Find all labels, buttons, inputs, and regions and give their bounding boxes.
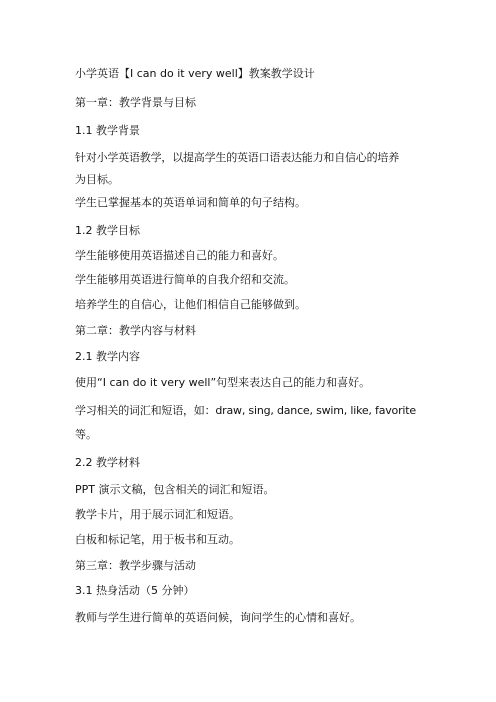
paragraph-line: PPT 演示文稿，包含相关的词汇和短语。 xyxy=(75,483,275,496)
section-heading: 1.1 教学背景 xyxy=(75,124,140,137)
section-heading: 2.1 教学内容 xyxy=(75,350,140,363)
chapter-heading: 第三章：教学步骤与活动 xyxy=(75,559,196,572)
paragraph-line: 学生能够使用英语描述自己的能力和喜好。 xyxy=(75,249,284,262)
paragraph-line: 学生已掌握基本的英语单词和简单的句子结构。 xyxy=(75,196,306,209)
paragraph-line: 等。 xyxy=(75,428,97,441)
paragraph-line: 培养学生的自信心，让他们相信自己能够做到。 xyxy=(75,298,306,311)
chapter-heading: 第一章：教学背景与目标 xyxy=(75,96,196,109)
paragraph-line: 针对小学英语教学，以提高学生的英语口语表达能力和自信心的培养 xyxy=(75,151,399,164)
chapter-heading: 第二章：教学内容与材料 xyxy=(75,324,196,337)
document-title: 小学英语【I can do it very well】教案教学设计 xyxy=(75,67,315,80)
paragraph-line: 白板和标记笔，用于板书和互动。 xyxy=(75,533,240,546)
paragraph-line: 使用“I can do it very well”句型来表达自己的能力和喜好。 xyxy=(75,376,371,389)
paragraph-line: 学生能够用英语进行简单的自我介绍和交流。 xyxy=(75,273,295,286)
paragraph-line: 为目标。 xyxy=(75,173,119,186)
paragraph-line: 教师与学生进行简单的英语问候，询问学生的心情和喜好。 xyxy=(75,611,361,624)
section-heading: 3.1 热身活动（5 分钟） xyxy=(75,584,195,597)
section-heading: 1.2 教学目标 xyxy=(75,224,140,237)
paragraph-line: 学习相关的词汇和短语，如：draw, sing, dance, swim, like, favorite xyxy=(75,404,416,417)
section-heading: 2.2 教学材料 xyxy=(75,456,140,469)
paragraph-line: 教学卡片，用于展示词汇和短语。 xyxy=(75,508,240,521)
